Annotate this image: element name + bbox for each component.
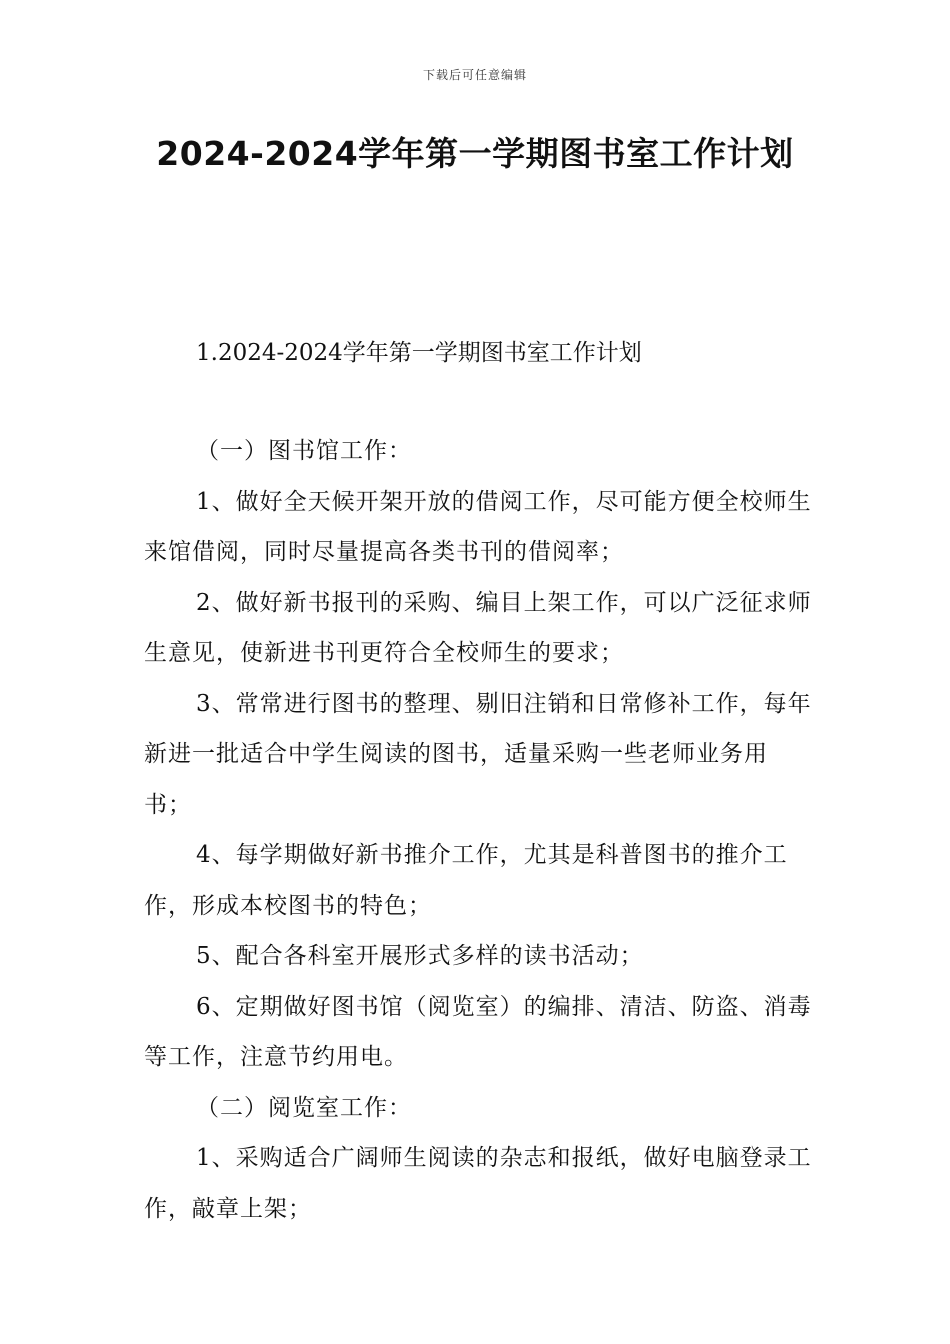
list-item: 1、做好全天候开架开放的借阅工作，尽可能方便全校师生来馆借阅，同时尽量提高各类书刊的借阅率； <box>144 488 812 565</box>
list-item: 5、配合各科室开展形式多样的读书活动； <box>196 943 644 969</box>
document-subtitle: 1.2024-2024学年第一学期图书室工作计划 <box>196 340 642 366</box>
section-heading-library: （一）图书馆工作： <box>196 438 412 464</box>
list-item: 1、采购适合广阔师生阅读的杂志和报纸，做好电脑登录工作，敲章上架； <box>144 1145 812 1222</box>
list-item: 6、定期做好图书馆（阅览室）的编排、清洁、防盗、消毒等工作，注意节约用电。 <box>144 993 812 1070</box>
header-note: 下载后可任意编辑 <box>422 68 527 82</box>
section-heading-reading-room: （二）阅览室工作： <box>196 1094 412 1121</box>
list-item: 2、做好新书报刊的采购、编目上架工作，可以广泛征求师生意见，使新进书刊更符合全校师生的要求； <box>144 589 812 666</box>
document-title: 2024-2024学年第一学期图书室工作计划 <box>156 134 794 173</box>
list-item: 4、每学期做好新书推介工作，尤其是科普图书的推介工作，形成本校图书的特色； <box>144 842 788 919</box>
list-item: 3、常常进行图书的整理、剔旧注销和日常修补工作，每年新进一批适合中学生阅读的图书，适量采购一些老师业务用书； <box>144 690 812 818</box>
document-body <box>144 426 814 1234</box>
